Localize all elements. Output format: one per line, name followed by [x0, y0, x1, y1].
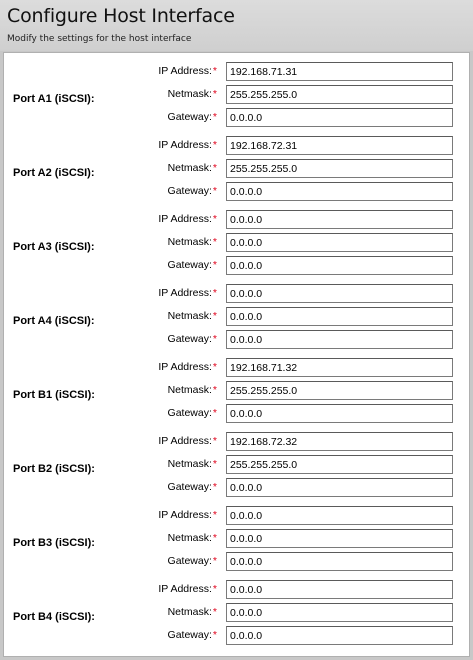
required-marker: *: [212, 384, 217, 396]
ip-address-input[interactable]: [226, 432, 453, 451]
gateway-input[interactable]: [226, 404, 453, 423]
required-marker: *: [212, 481, 217, 493]
ip-address-label: IP Address:*: [158, 361, 217, 373]
required-marker: *: [212, 111, 217, 123]
netmask-label: Netmask:*: [167, 606, 217, 618]
ip-address-label: IP Address:*: [158, 435, 217, 447]
port-group-b3: [4, 506, 469, 580]
port-group-a4: [4, 284, 469, 358]
gateway-row: [4, 404, 469, 424]
ip-address-input[interactable]: [226, 62, 453, 81]
gateway-input[interactable]: [226, 478, 453, 497]
ip-address-input[interactable]: [226, 136, 453, 155]
required-marker: *: [212, 310, 217, 322]
ip-address-row: [4, 210, 469, 230]
ip-address-row: [4, 358, 469, 378]
netmask-input[interactable]: [226, 603, 453, 622]
port-group-b2: [4, 432, 469, 506]
port-group-b4: [4, 580, 469, 654]
required-marker: *: [212, 532, 217, 544]
netmask-row: [4, 85, 469, 105]
required-marker: *: [212, 213, 217, 225]
gateway-label: Gateway:*: [167, 555, 217, 567]
ip-address-label: IP Address:*: [158, 139, 217, 151]
port-label: Port A3 (iSCSI):: [13, 241, 95, 253]
ip-address-label: IP Address:*: [158, 583, 217, 595]
gateway-row: [4, 478, 469, 498]
netmask-input[interactable]: [226, 159, 453, 178]
gateway-input[interactable]: [226, 330, 453, 349]
required-marker: *: [212, 361, 217, 373]
host-interface-form: [3, 52, 470, 657]
ip-address-row: [4, 62, 469, 82]
required-marker: *: [212, 333, 217, 345]
required-marker: *: [212, 458, 217, 470]
ip-address-row: [4, 432, 469, 452]
gateway-label: Gateway:*: [167, 259, 217, 271]
gateway-row: [4, 552, 469, 572]
netmask-label: Netmask:*: [167, 236, 217, 248]
gateway-row: [4, 256, 469, 276]
netmask-label: Netmask:*: [167, 88, 217, 100]
gateway-label: Gateway:*: [167, 333, 217, 345]
netmask-row: [4, 307, 469, 327]
gateway-label: Gateway:*: [167, 481, 217, 493]
port-group-a3: [4, 210, 469, 284]
required-marker: *: [212, 185, 217, 197]
ip-address-row: [4, 284, 469, 304]
netmask-input[interactable]: [226, 233, 453, 252]
netmask-label: Netmask:*: [167, 310, 217, 322]
gateway-input[interactable]: [226, 108, 453, 127]
required-marker: *: [212, 259, 217, 271]
gateway-row: [4, 182, 469, 202]
ip-address-input[interactable]: [226, 580, 453, 599]
netmask-row: [4, 381, 469, 401]
ip-address-input[interactable]: [226, 506, 453, 525]
netmask-row: [4, 603, 469, 623]
required-marker: *: [212, 583, 217, 595]
page-title: Configure Host Interface: [7, 5, 235, 27]
gateway-row: [4, 108, 469, 128]
required-marker: *: [212, 629, 217, 641]
required-marker: *: [212, 236, 217, 248]
gateway-label: Gateway:*: [167, 185, 217, 197]
gateway-row: [4, 330, 469, 350]
port-group-a1: [4, 62, 469, 136]
required-marker: *: [212, 435, 217, 447]
netmask-input[interactable]: [226, 307, 453, 326]
required-marker: *: [212, 65, 217, 77]
netmask-label: Netmask:*: [167, 384, 217, 396]
netmask-row: [4, 455, 469, 475]
gateway-input[interactable]: [226, 552, 453, 571]
ip-address-label: IP Address:*: [158, 509, 217, 521]
ip-address-label: IP Address:*: [158, 213, 217, 225]
netmask-row: [4, 159, 469, 179]
port-group-b1: [4, 358, 469, 432]
ip-address-input[interactable]: [226, 358, 453, 377]
required-marker: *: [212, 509, 217, 521]
ip-address-label: IP Address:*: [158, 287, 217, 299]
required-marker: *: [212, 139, 217, 151]
gateway-label: Gateway:*: [167, 111, 217, 123]
port-label: Port A2 (iSCSI):: [13, 167, 95, 179]
gateway-row: [4, 626, 469, 646]
gateway-label: Gateway:*: [167, 407, 217, 419]
required-marker: *: [212, 555, 217, 567]
ip-address-input[interactable]: [226, 284, 453, 303]
netmask-input[interactable]: [226, 455, 453, 474]
ip-address-row: [4, 136, 469, 156]
ip-address-row: [4, 506, 469, 526]
netmask-label: Netmask:*: [167, 532, 217, 544]
ip-address-input[interactable]: [226, 210, 453, 229]
gateway-label: Gateway:*: [167, 629, 217, 641]
netmask-row: [4, 529, 469, 549]
page-header: [0, 0, 473, 51]
netmask-input[interactable]: [226, 381, 453, 400]
required-marker: *: [212, 407, 217, 419]
netmask-input[interactable]: [226, 529, 453, 548]
gateway-input[interactable]: [226, 256, 453, 275]
ip-address-label: IP Address:*: [158, 65, 217, 77]
required-marker: *: [212, 606, 217, 618]
port-label: Port A1 (iSCSI):: [13, 93, 95, 105]
port-label: Port B4 (iSCSI):: [13, 611, 95, 623]
port-label: Port B3 (iSCSI):: [13, 537, 95, 549]
port-label: Port A4 (iSCSI):: [13, 315, 95, 327]
ip-address-row: [4, 580, 469, 600]
required-marker: *: [212, 287, 217, 299]
gateway-input[interactable]: [226, 626, 453, 645]
page-subtitle: Modify the settings for the host interface: [7, 34, 192, 44]
required-marker: *: [212, 88, 217, 100]
netmask-label: Netmask:*: [167, 162, 217, 174]
port-group-a2: [4, 136, 469, 210]
netmask-row: [4, 233, 469, 253]
netmask-label: Netmask:*: [167, 458, 217, 470]
netmask-input[interactable]: [226, 85, 453, 104]
port-label: Port B1 (iSCSI):: [13, 389, 95, 401]
required-marker: *: [212, 162, 217, 174]
port-label: Port B2 (iSCSI):: [13, 463, 95, 475]
gateway-input[interactable]: [226, 182, 453, 201]
